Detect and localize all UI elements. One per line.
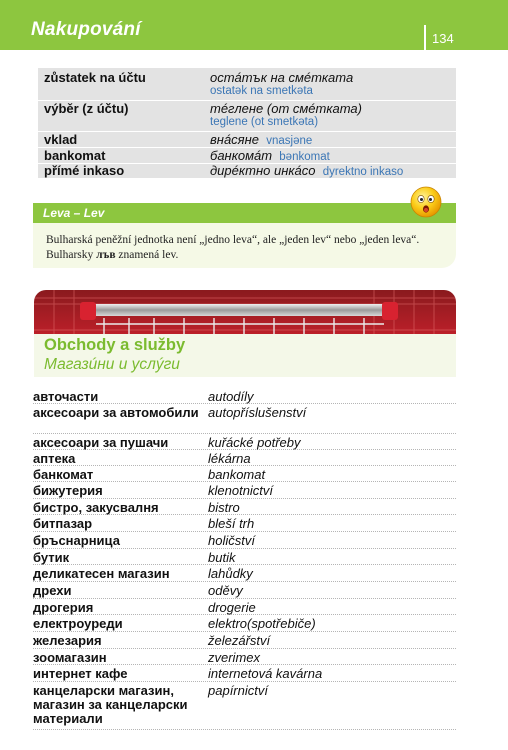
term-bulgarian: банкомат [33,467,94,482]
phrase-czech: vklad [44,132,78,147]
phrase-bulgarian [210,132,312,147]
term-bulgarian: дрогерия [33,600,94,615]
term-bulgarian: деликатесен магазин [33,566,170,581]
phrase-transcription: teglene (ot smetkəta) [210,116,319,128]
term-czech: lahůdky [208,566,253,581]
list-item [33,532,456,549]
term-bulgarian: битпазар [33,516,93,531]
list-item [33,434,456,450]
term-bulgarian: бутик [33,550,70,565]
term-czech: internetová kavárna [208,666,323,681]
phrase-row [38,164,456,178]
info-line-1: Bulharská peněžní jednotka není „jedno leva“, ale „jeden lev“ nebo „jeden leva“. [46,234,420,246]
term-czech: bankomat [208,467,266,482]
phrase-transcription: vnasjəne [266,135,313,147]
shopping-cart-photo [34,290,456,338]
phrase-row [38,148,456,163]
list-item [33,599,456,615]
surprised-face-icon [410,186,442,218]
phrase-bulgarian: остáтък на смéтката [210,70,354,85]
phrase-transcription: dyrektno inkaso [322,166,404,178]
phrase-row [38,132,456,147]
term-bulgarian: аксесоари за автомобили [33,405,199,420]
section-subtitle: Магазúни и услýги [44,356,180,373]
info-bulgarian-word: лъв [96,249,116,261]
phrase-transcription: bənkomat [279,151,330,163]
phrase-row [38,68,456,100]
term-bulgarian: железария [33,633,102,648]
list-item [33,565,456,582]
term-czech: železářství [208,633,271,648]
term-czech: elektro(spotřebiče) [208,616,316,631]
phrase-czech: přímé inkaso [44,163,125,178]
term-bulgarian: аптека [33,451,76,466]
term-czech: butik [208,550,236,565]
phrase-czech: výběr (z účtu) [44,101,129,116]
term-bulgarian: зоомагазин [33,650,107,665]
phrase-transcription: ostatək na smetkəta [210,85,313,97]
info-box-text [46,233,446,263]
term-bulgarian: канцеларски магазин, магазин за канцеларски материали [33,683,188,726]
list-item [33,482,456,499]
term-czech: holičství [208,533,255,548]
list-item [33,549,456,565]
list-item [33,466,456,482]
list-item [33,615,456,632]
phrase-bulgarian: тéглене (от смéтката) [210,101,362,116]
list-item [33,649,456,665]
phrase-table [38,68,456,178]
term-czech: papírnictví [208,683,268,698]
list-item [33,499,456,515]
phrase-czech: zůstatek na účtu [44,70,146,85]
info-line-2: Bulharsky лъв znamená lev. [46,249,179,261]
term-czech: bistro [208,500,240,515]
section-title: Obchody a služby [44,336,186,354]
phrase-bulgarian-word: дирéктно инкáсо [210,163,316,178]
phrase-bulgarian-word: банкомáт [210,148,273,163]
phrase-bulgarian [210,163,403,178]
term-czech: oděvy [208,583,243,598]
list-item [33,682,456,730]
term-bulgarian: интернет кафе [33,666,128,681]
header-divider [424,25,426,50]
list-item [33,404,456,434]
phrase-bulgarian [210,148,330,163]
term-czech: zverimex [208,650,261,665]
list-item [33,632,456,649]
term-czech: autopříslušenství [208,405,307,420]
term-czech: kuřácké potřeby [208,435,301,450]
list-item [33,665,456,682]
list-item [33,515,456,532]
phrase-bulgarian-word: внáсяне [210,132,259,147]
term-bulgarian: авточасти [33,389,99,404]
term-bulgarian: електроуреди [33,616,123,631]
term-bulgarian: бижутерия [33,483,103,498]
term-czech: drogerie [208,600,256,615]
info-box-title: Leva – Lev [43,206,105,220]
term-bulgarian: бръснарница [33,533,120,548]
phrase-czech: bankomat [44,148,106,163]
term-czech: lékárna [208,451,251,466]
phrase-row [38,101,456,131]
term-bulgarian: аксесоари за пушачи [33,435,169,450]
list-item [33,582,456,599]
term-bulgarian: бистро, закусвалня [33,500,159,515]
term-bulgarian: дрехи [33,583,72,598]
term-czech: klenotnictví [208,483,274,498]
term-czech: bleší trh [208,516,255,531]
chapter-title: Nakupování [31,19,141,40]
term-czech: autodíly [208,389,254,404]
list-item [33,388,456,404]
list-item [33,450,456,466]
page-number: 134 [432,31,454,46]
